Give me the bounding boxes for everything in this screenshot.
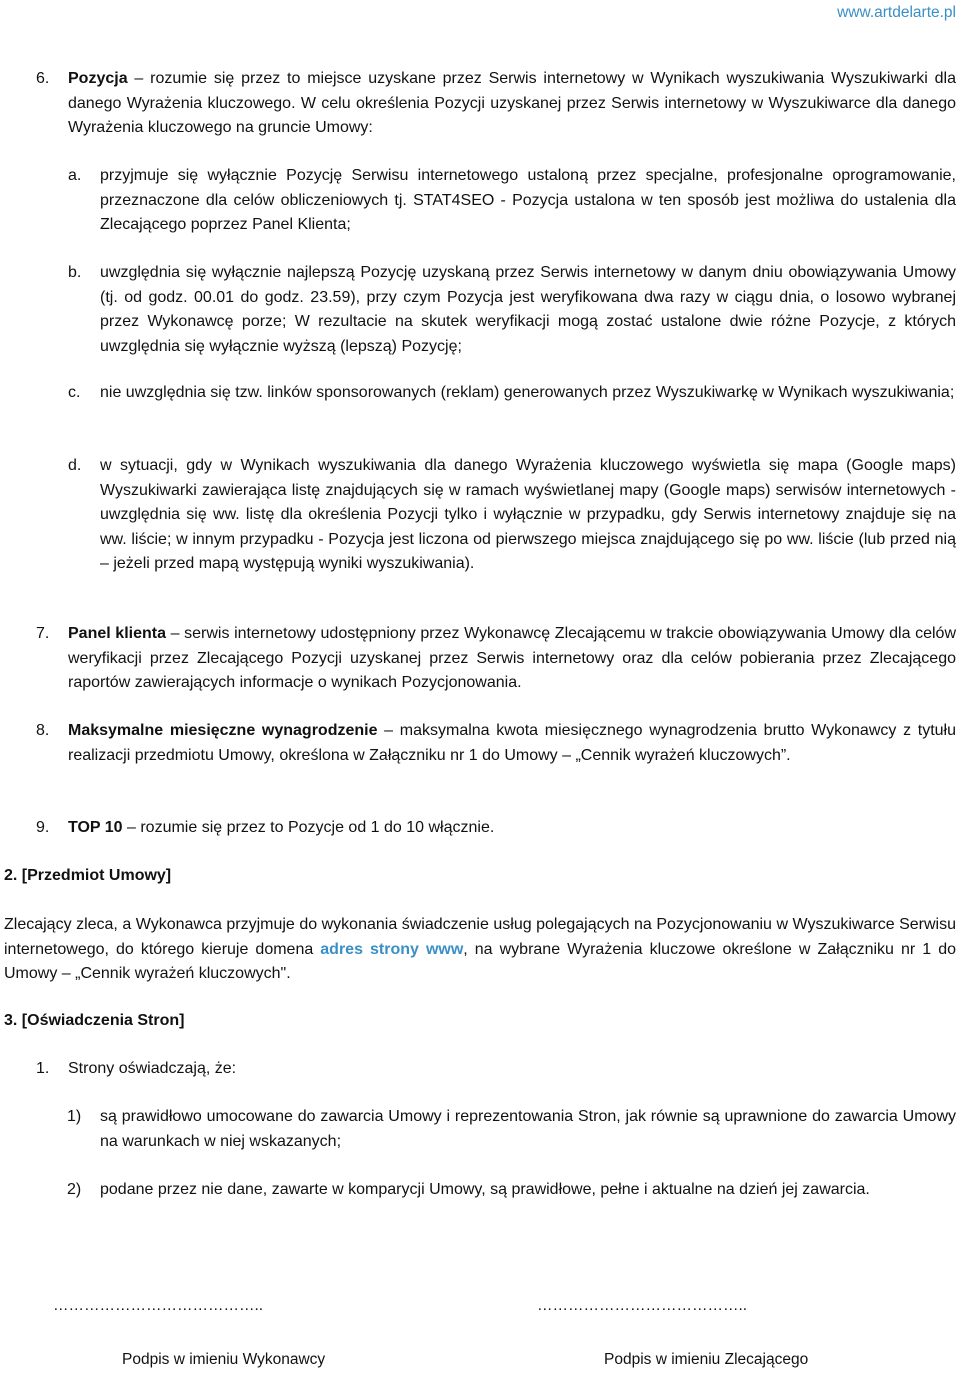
- definition-number: 7.: [36, 625, 50, 642]
- statement-number: 1): [67, 1108, 82, 1125]
- definition-text: [68, 719, 956, 768]
- definition-body: – rozumie się przez to Pozycje od 1 do 10 włącznie.: [122, 819, 495, 836]
- section-heading: 2. [Przedmiot Umowy]: [4, 867, 172, 884]
- section-paragraph: [4, 913, 956, 987]
- definition-body: – serwis internetowy udostępniony przez Wykonawcę Zlecającemu w trakcie obowiązywania Umowy dla celów weryfikacji przez Zlecającego Pozycji uzyskanej przez Serwis internetowy oraz dla celów pobierania przez Zlecającego raportów zawierających informacje o wynikach Pozycjonowania.: [68, 625, 956, 691]
- definition-number: 8.: [36, 722, 50, 739]
- statement-number: 2): [67, 1181, 82, 1198]
- domain-placeholder: adres strony www: [320, 940, 464, 958]
- point-number: 1.: [36, 1060, 50, 1077]
- point-text: Strony oświadczają, że:: [68, 1060, 237, 1077]
- definition-term: Maksymalne miesięczne wynagrodzenie: [68, 722, 378, 739]
- definition-text: [68, 67, 956, 141]
- definition-number: 9.: [36, 819, 50, 836]
- list-item-text: przyjmuje się wyłącznie Pozycję Serwisu internetowego ustaloną przez specjalne, profesjonalne oprogramowanie, przeznaczone dla celów obliczeniowych tj. STAT4SEO - Pozycja ustalona w ten sposób jest możliwa do ustalenia dla Zlecającego poprzez Panel Klienta;: [100, 167, 956, 233]
- definition-text: [68, 622, 956, 696]
- definition-term: Panel klienta: [68, 625, 166, 642]
- definition-number: 6.: [36, 70, 50, 87]
- list-letter: d.: [68, 457, 82, 474]
- section-heading: 3. [Oświadczenia Stron]: [4, 1012, 185, 1029]
- list-letter: c.: [68, 384, 81, 401]
- list-item-text: uwzględnia się wyłącznie najlepszą Pozycję uzyskaną przez Serwis internetowy w danym dniu obowiązywania Umowy (tj. od godz. 00.01 do godz. 23.59), przy czym Pozycja jest weryfikowana dwa razy w ciągu dnia, o losowo wybranej przez Wykonawcę porze; W rezultacie na skutek weryfikacji mogą zostać ustalone dwie różne Pozycje, z których uwzględnia się wyłącznie wyższą (lepszą) Pozycję;: [100, 264, 956, 355]
- signature-label-left: Podpis w imieniu Wykonawcy: [122, 1351, 326, 1368]
- paragraph-text: Zlecający zleca, a Wykonawca przyjmuje do wykonania świadczenie usług polegających na Pozycjonowaniu w Wyszukiwarce Serwisu internetowego, do którego kieruje domena: [4, 916, 956, 958]
- statement-text: podane przez nie dane, zawarte w komparycji Umowy, są prawidłowe, pełne i aktualne na dzień jej zawarcia.: [100, 1181, 870, 1198]
- definition-body: – maksymalna kwota miesięcznego wynagrodzenia brutto Wykonawcy z tytułu realizacji przedmiotu Umowy, określona w Załączniku nr 1 do Umowy – „Cennik wyrażeń kluczowych”.: [68, 722, 957, 764]
- list-letter: a.: [68, 167, 82, 184]
- definition-body: – rozumie się przez to miejsce uzyskane przez Serwis internetowy w Wynikach wyszukiwania Wyszukiwarki dla danego Wyrażenia kluczowego. W celu określenia Pozycji uzyskanej przez Serwis internetowy w Wyszukiwarce dla danego Wyrażenia kluczowego na gruncie Umowy:: [68, 70, 956, 136]
- signature-line-left: …………………………………..: [53, 1297, 264, 1314]
- watermark: www.artdelarte.pl: [837, 4, 956, 21]
- definition-term: Pozycja: [68, 70, 128, 87]
- signature-label-right: Podpis w imieniu Zlecającego: [604, 1351, 809, 1368]
- paragraph-text: , na wybrane Wyrażenia kluczowe określone w Załączniku nr 1 do Umowy – „Cennik wyrażeń kluczowych".: [4, 940, 956, 982]
- signature-line-right: …………………………………..: [537, 1297, 748, 1314]
- list-item-text: nie uwzględnia się tzw. linków sponsorowanych (reklam) generowanych przez Wyszukiwarkę w Wynikach wyszukiwania;: [100, 384, 955, 401]
- list-letter: b.: [68, 264, 82, 281]
- definition-text: [68, 816, 956, 841]
- statement-text: są prawidłowo umocowane do zawarcia Umowy i reprezentowania Stron, jak równie są uprawnione do zawarcia Umowy na warunkach w niej wskazanych;: [100, 1108, 956, 1150]
- definition-term: TOP 10: [68, 819, 123, 836]
- list-item-text: w sytuacji, gdy w Wynikach wyszukiwania dla danego Wyrażenia kluczowego wyświetla się mapa (Google maps) Wyszukiwarki zawierająca listę znajdujących się w ramach wyświetlanej mapy (Google maps) serwisów internetowych - uwzględnia się ww. listę dla określenia Pozycji tylko i wyłącznie w przypadku, gdy Serwis internetowy znajduje się na ww. liście; w innym przypadku - Pozycja jest liczona od pierwszego miejsca znajdującego się po ww. liście (lub przed nią – jeżeli przed mapą występują wyniki wyszukiwania).: [100, 457, 956, 572]
